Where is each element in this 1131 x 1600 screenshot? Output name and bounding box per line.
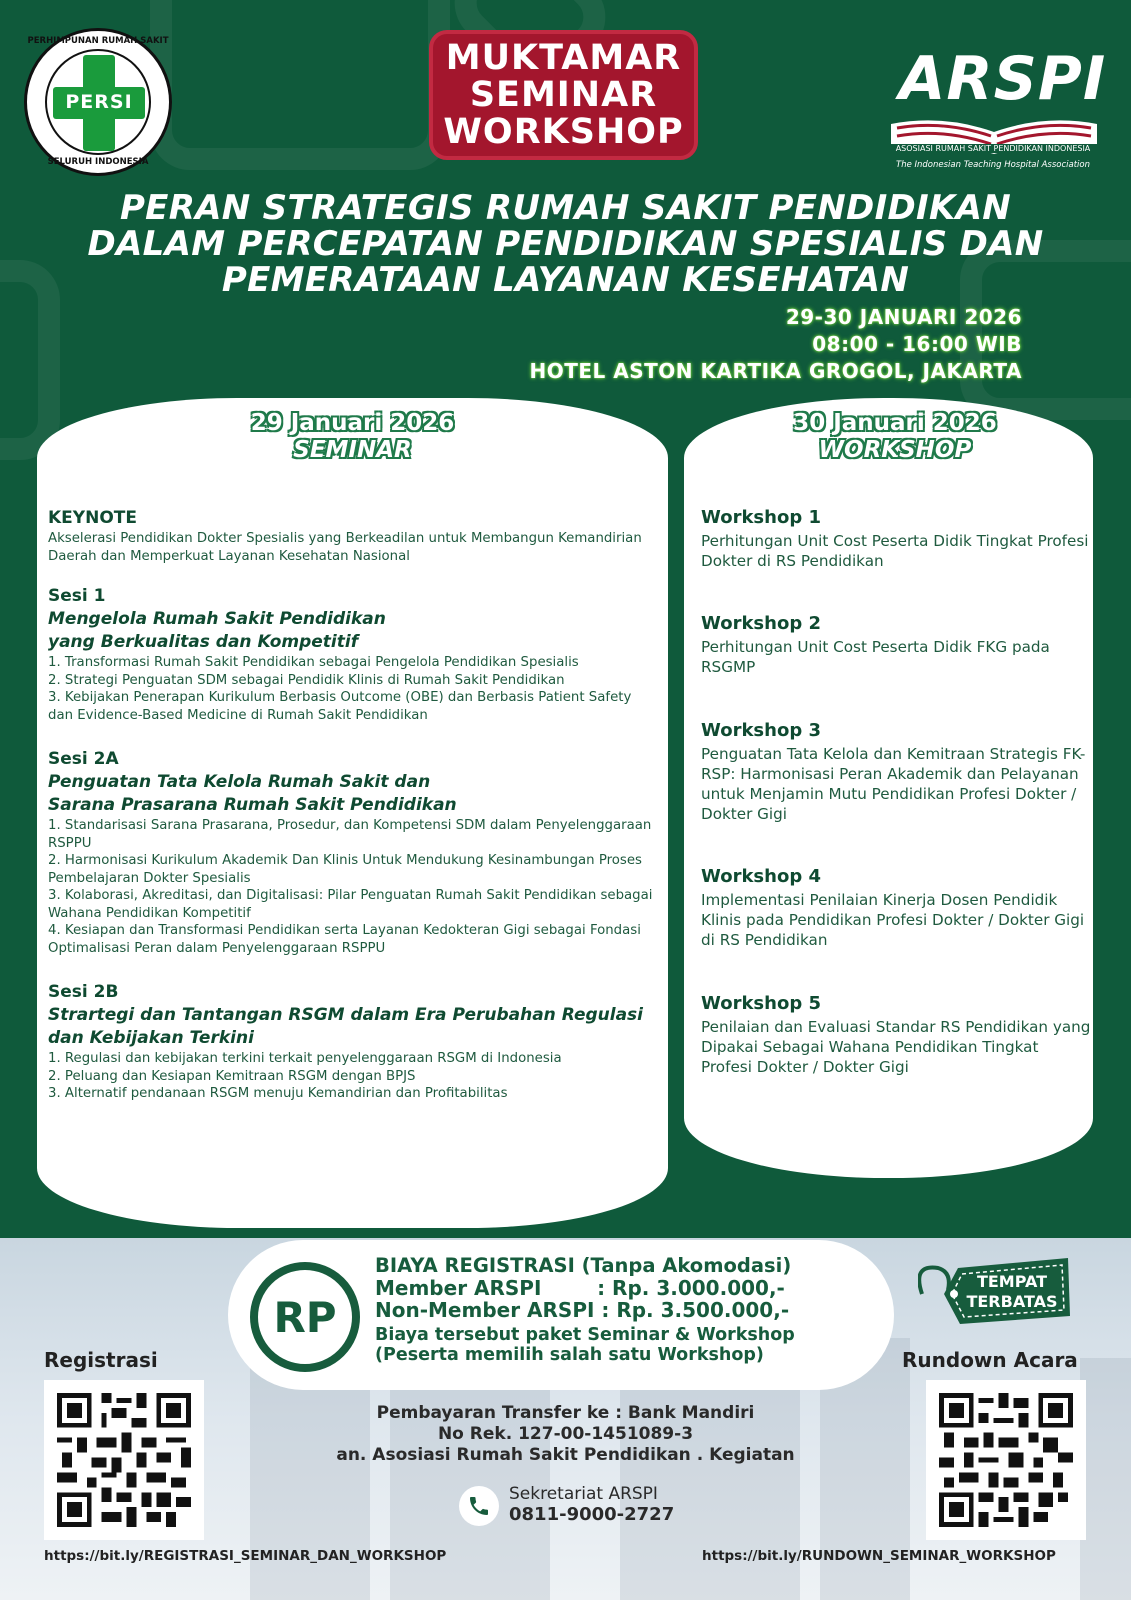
registration-url[interactable]: https://bit.ly/REGISTRASI_SEMINAR_DAN_WORKSHOP <box>44 1548 447 1564</box>
seminar-kind: SEMINAR <box>293 437 412 463</box>
sesi-2a-subtitle-2: Sarana Prasarana Rumah Sakit Pendidikan <box>48 795 457 815</box>
list-item: 3. Alternatif pendanaan RSGM menuju Kemandirian dan Profitabilitas <box>48 1086 508 1101</box>
sesi-2a-subtitle-1: Penguatan Tata Kelola Rumah Sakit dan <box>48 772 431 792</box>
qr-code-icon <box>934 1388 1078 1532</box>
decor-cross <box>150 0 450 170</box>
workshop-5 <box>701 993 1091 1077</box>
workshop-heading <box>740 410 1050 464</box>
main-title <box>20 190 1111 298</box>
sesi-1 <box>48 586 658 724</box>
sesi-2b-subtitle <box>48 1004 658 1050</box>
secretariat-contact <box>509 1484 674 1526</box>
sesi-2a-subtitle <box>48 771 658 817</box>
sesi-2b-title: Sesi 2B <box>48 982 119 1002</box>
badge-line-2: SEMINAR <box>469 74 658 115</box>
arspi-name: ARSPI <box>899 44 1107 114</box>
workshop-kind: WORKSHOP <box>818 437 972 463</box>
qr-code-icon <box>52 1388 196 1532</box>
list-item: 1. Standarisasi Sarana Prasarana, Prosedur, dan Kompetensi SDM dalam Penyelenggaraan RSPPU <box>48 818 652 851</box>
workshop-3-text: Penguatan Tata Kelola dan Kemitraan Strategis FK-RSP: Harmonisasi Peran Akademik dan Pelayanan untuk Menjamin Mutu Pendidikan Profesi Dokter / Dokter Gigi <box>701 745 1086 823</box>
sesi-1-title: Sesi 1 <box>48 586 106 606</box>
secretariat-label: Sekretariat ARSPI <box>509 1484 658 1504</box>
workshop-4 <box>701 866 1091 950</box>
list-item: 4. Kesiapan dan Transformasi Pendidikan serta Layanan Kedokteran Gigi sebagai Fondasi Optimalisasi Peran dalam Penyelenggaraan RSPPU <box>48 923 641 956</box>
sesi-2b <box>48 982 658 1103</box>
rundown-qr[interactable] <box>926 1380 1086 1540</box>
workshop-2 <box>701 613 1091 677</box>
sesi-1-subtitle-2: yang Berkualitas dan Kompetitif <box>48 632 359 652</box>
badge-line-3: WORKSHOP <box>443 111 684 152</box>
workshop-4-title: Workshop 4 <box>701 866 821 887</box>
sesi-2b-subtitle-1: Strartegi dan Tantangan RSGM dalam Era Perubahan Regulasi <box>48 1005 643 1025</box>
keynote <box>48 508 658 565</box>
tag-line-1: TEMPAT <box>976 1272 1048 1291</box>
tag-line-2: TERBATAS <box>966 1292 1058 1311</box>
nonmember-fee: Non-Member ARSPI : Rp. 3.500.000,- <box>375 1298 790 1322</box>
list-item: 2. Harmonisasi Kurikulum Akademik Dan Klinis Untuk Mendukung Kesinambungan Proses Pembelajaran Dokter Spesialis <box>48 853 642 886</box>
event-time: 08:00 - 16:00 WIB <box>812 332 1022 356</box>
payment-info <box>300 1403 831 1466</box>
sesi-2a <box>48 749 658 957</box>
member-fee: Member ARSPI : Rp. 3.000.000,- <box>375 1276 785 1300</box>
payment-line-2: No Rek. 127-00-1451089-3 <box>437 1424 694 1444</box>
seminar-date: 29 Januari 2026 <box>250 410 455 436</box>
sesi-1-subtitle <box>48 608 658 654</box>
arspi-logo <box>885 26 1105 178</box>
workshop-2-title: Workshop 2 <box>701 613 821 634</box>
registration-title: BIAYA REGISTRASI (Tanpa Akomodasi) <box>375 1254 792 1277</box>
badge-line-1: MUKTAMAR <box>445 37 682 78</box>
limited-seats-tag <box>918 1254 1076 1328</box>
workshop-date: 30 Januari 2026 <box>793 410 997 436</box>
fee-note-2: (Peserta memilih salah satu Workshop) <box>375 1345 764 1365</box>
building-bg <box>1080 1358 1131 1600</box>
sesi-2a-title: Sesi 2A <box>48 749 119 769</box>
persi-word: PERSI <box>65 91 133 113</box>
registration-qr[interactable] <box>44 1380 204 1540</box>
workshop-5-title: Workshop 5 <box>701 993 821 1014</box>
payment-line-1: Pembayaran Transfer ke : Bank Mandiri <box>376 1403 755 1423</box>
rundown-url[interactable]: https://bit.ly/RUNDOWN_SEMINAR_WORKSHOP <box>702 1548 1056 1564</box>
phone-icon <box>459 1486 499 1526</box>
registration-label: Registrasi <box>44 1348 158 1372</box>
keynote-text: Akselerasi Pendidikan Dokter Spesialis yang Berkeadilan untuk Membangun Kemandirian Daerah dan Memperkuat Layanan Kesehatan Nasional <box>48 531 642 564</box>
seminar-heading <box>200 410 505 464</box>
workshop-2-text: Perhitungan Unit Cost Peserta Didik FKG pada RSGMP <box>701 638 1050 676</box>
arspi-org: ASOSIASI RUMAH SAKIT PENDIDIKAN INDONESIA <box>885 144 1101 153</box>
event-venue: HOTEL ASTON KARTIKA GROGOL, JAKARTA <box>529 359 1022 383</box>
sesi-1-subtitle-1: Mengelola Rumah Sakit Pendidikan <box>48 609 386 629</box>
list-item: 1. Transformasi Rumah Sakit Pendidikan sebagai Pengelola Pendidikan Spesialis <box>48 655 579 670</box>
persi-ring-top: PERHIMPUNAN RUMAH SAKIT <box>27 36 169 46</box>
rundown-label: Rundown Acara <box>902 1348 1078 1372</box>
keynote-title: KEYNOTE <box>48 508 137 528</box>
list-item: 2. Peluang dan Kesiapan Kemitraan RSGM dengan BPJS <box>48 1068 416 1084</box>
title-line-2: DALAM PERCEPATAN PENDIDIKAN SPESIALIS DAN <box>87 224 1044 264</box>
registration-fees <box>375 1255 795 1365</box>
workshop-5-text: Penilaian dan Evaluasi Standar RS Pendidikan yang Dipakai Sebagai Wahana Pendidikan Tingkat Profesi Dokter / Dokter Gigi <box>701 1018 1091 1076</box>
sesi-2b-subtitle-2: dan Kebijakan Terkini <box>48 1028 254 1048</box>
list-item: 3. Kebijakan Penerapan Kurikulum Berbasis Outcome (OBE) dan Berbasis Patient Safety dan Evidence-Based Medicine di Rumah Sakit Pendidikan <box>48 690 632 723</box>
title-line-1: PERAN STRATEGIS RUMAH SAKIT PENDIDIKAN <box>119 188 1012 228</box>
event-badge <box>429 30 698 160</box>
list-item: 1. Regulasi dan kebijakan terkini terkait penyelenggaraan RSGM di Indonesia <box>48 1051 562 1066</box>
persi-logo <box>24 28 172 176</box>
workshop-1-title: Workshop 1 <box>701 507 821 528</box>
list-item: 2. Strategi Penguatan SDM sebagai Pendidik Klinis di Rumah Sakit Pendidikan <box>48 672 565 688</box>
tag-text <box>958 1272 1066 1312</box>
payment-line-3: an. Asosiasi Rumah Sakit Pendidikan . Kegiatan <box>336 1445 795 1465</box>
list-item: 3. Kolaborasi, Akreditasi, dan Digitalisasi: Pilar Penguatan Rumah Sakit Pendidikan sebagai Wahana Pendidikan Kompetitif <box>48 888 653 921</box>
secretariat-phone[interactable]: 0811-9000-2727 <box>509 1504 675 1525</box>
rupiah-icon: RP <box>250 1262 360 1372</box>
workshop-1-text: Perhitungan Unit Cost Peserta Didik Tingkat Profesi Dokter di RS Pendidikan <box>701 532 1089 570</box>
workshop-3-title: Workshop 3 <box>701 720 821 741</box>
workshop-1 <box>701 507 1091 571</box>
title-line-3: PEMERATAAN LAYANAN KESEHATAN <box>221 260 910 300</box>
event-dates: 29-30 JANUARI 2026 <box>785 305 1022 329</box>
workshop-3 <box>701 720 1091 824</box>
persi-ring-bottom: SELURUH INDONESIA <box>47 157 149 167</box>
arspi-eng: The Indonesian Teaching Hospital Association <box>896 160 1090 170</box>
event-details <box>530 304 1023 385</box>
workshop-4-text: Implementasi Penilaian Kinerja Dosen Pendidik Klinis pada Pendidikan Profesi Dokter / Dokter Gigi di RS Pendidikan <box>701 891 1085 949</box>
fee-note-1: Biaya tersebut paket Seminar & Workshop <box>375 1325 795 1345</box>
open-book-icon <box>887 118 1101 162</box>
